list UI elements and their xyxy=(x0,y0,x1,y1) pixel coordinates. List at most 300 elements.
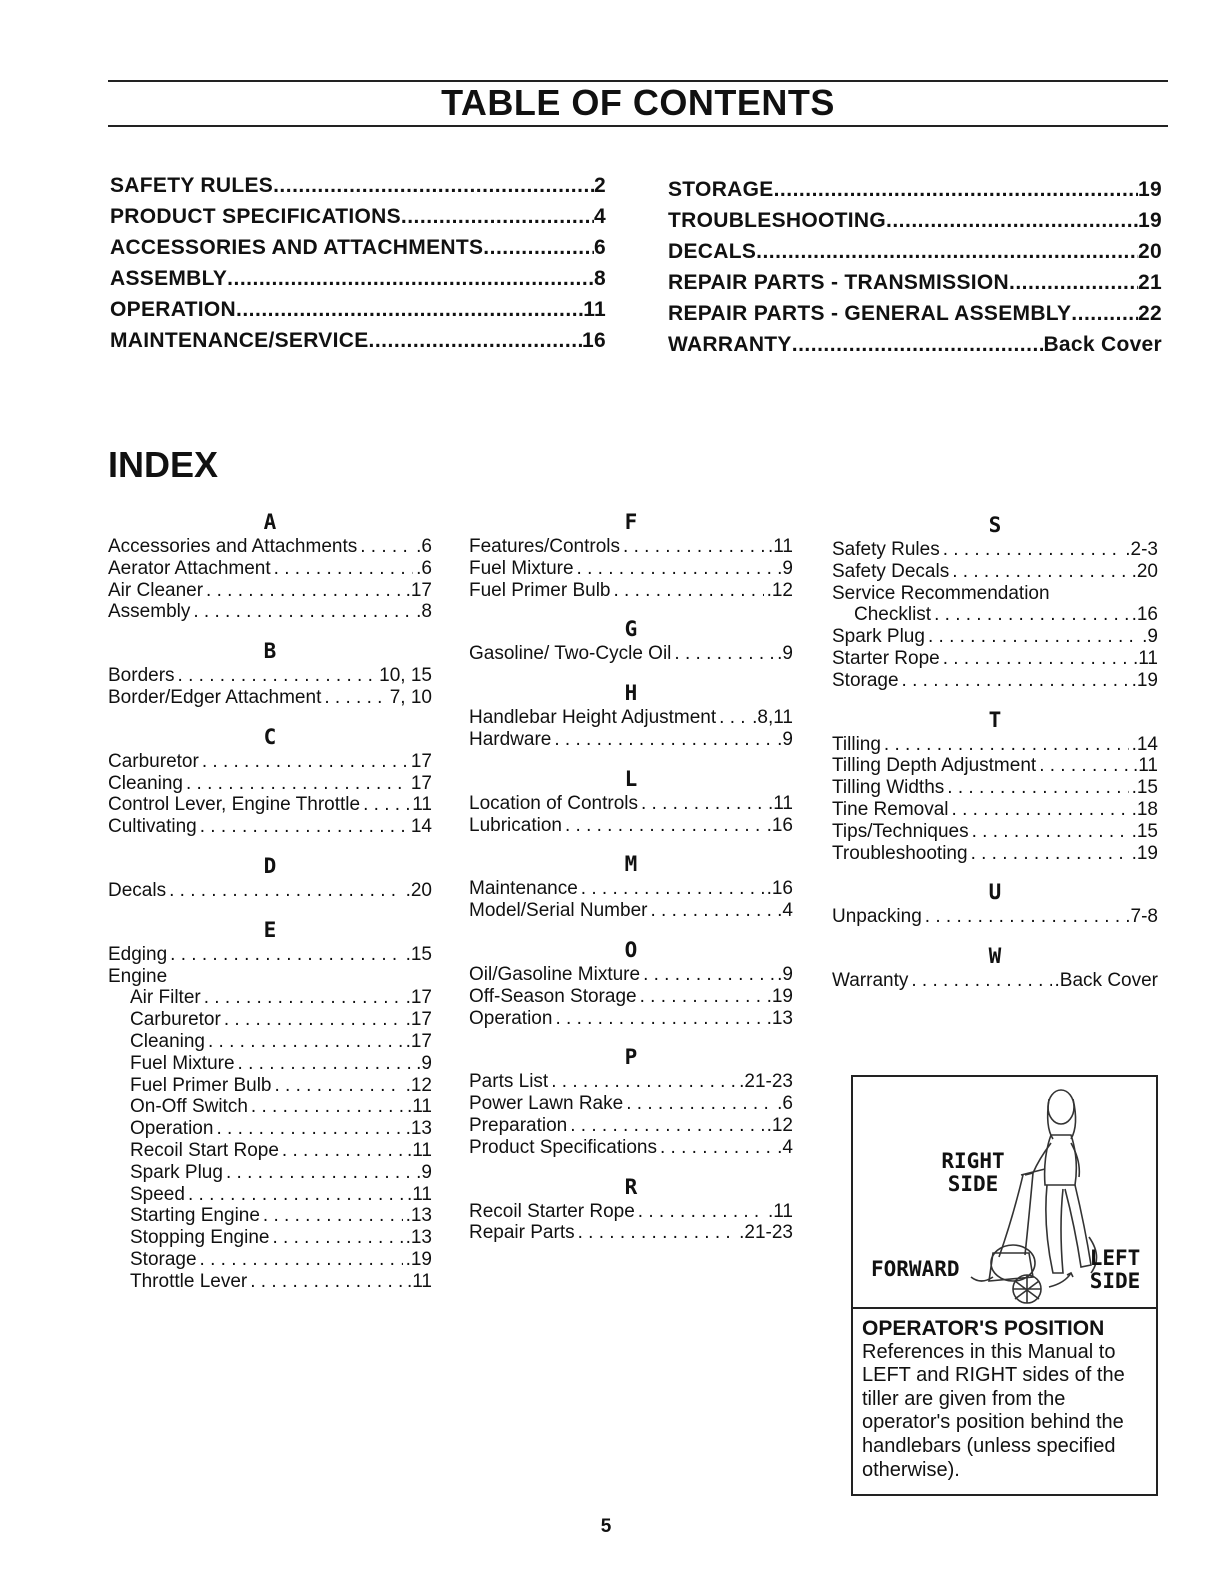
toc-entry-label: DECALS xyxy=(668,240,757,263)
index-letter-heading: C xyxy=(263,724,277,749)
index-entry xyxy=(108,880,432,902)
index-entry-page: .21-23 xyxy=(739,1222,793,1244)
right-label-line2: SIDE xyxy=(947,1172,999,1196)
index-entry-page: .8,11 xyxy=(752,707,793,729)
index-entry-label: Cultivating xyxy=(108,816,197,838)
toc-entry xyxy=(668,178,1162,209)
index-entry xyxy=(469,1093,793,1115)
index-leader-dots xyxy=(202,751,408,773)
index-entry-label: Borders xyxy=(108,665,175,687)
index-entry-page: .9 xyxy=(777,728,793,750)
index-entry-page: .6 xyxy=(416,536,432,557)
index-leader-dots xyxy=(972,821,1129,843)
index-letter-heading: G xyxy=(624,617,638,642)
index-entry-label: Unpacking xyxy=(832,906,922,928)
index-leader-dots xyxy=(884,734,1129,756)
index-leader-dots xyxy=(911,970,1051,992)
index-section xyxy=(469,679,793,751)
index-entry-label: Operation xyxy=(469,1007,553,1029)
index-entry-page: .20 xyxy=(1131,560,1158,582)
index-letter-heading: O xyxy=(624,937,638,962)
toc-leader-dots xyxy=(886,209,1138,233)
toc-entry-label: OPERATION xyxy=(110,298,236,321)
index-entry xyxy=(469,1115,793,1137)
toc-entry-page: 19 xyxy=(1138,209,1162,232)
index-leader-dots xyxy=(216,1118,402,1140)
toc-entry-label: REPAIR PARTS - GENERAL ASSEMBLY xyxy=(668,302,1072,325)
index-entry xyxy=(469,580,793,602)
index-entry-label: Engine xyxy=(108,965,168,987)
index-leader-dots xyxy=(250,1271,404,1293)
index-letter-heading: L xyxy=(624,766,638,791)
index-entry xyxy=(108,1031,432,1053)
index-entry-label: Starting Engine xyxy=(130,1205,260,1227)
index-column-3 xyxy=(832,511,1158,1006)
index-entry-page: .9 xyxy=(1142,626,1158,648)
index-entry xyxy=(108,944,432,966)
index-entry-label: Warranty xyxy=(832,970,909,992)
index-entry-label: Tilling xyxy=(832,733,881,755)
index-entry-page: .11 xyxy=(767,1200,793,1222)
toc-leader-dots xyxy=(756,240,1138,264)
index-letter-heading: D xyxy=(263,853,277,878)
index-entry-label: Fuel Primer Bulb xyxy=(130,1074,272,1096)
index-entry-label: Throttle Lever xyxy=(130,1270,248,1292)
index-leader-dots xyxy=(200,1249,403,1271)
index-entry xyxy=(469,729,793,751)
index-entry-label: Checklist xyxy=(854,604,932,626)
index-letter-heading: R xyxy=(624,1174,638,1199)
index-entry-label: Air Filter xyxy=(130,987,201,1009)
index-leader-dots xyxy=(224,1009,403,1031)
index-entry-label: Model/Serial Number xyxy=(469,900,648,922)
index-entry-label: Tilling Widths xyxy=(832,777,945,799)
index-entry-page: 17 xyxy=(410,772,432,794)
toc-entry-page: 6 xyxy=(594,236,606,259)
forward-label: FORWARD xyxy=(871,1257,960,1281)
index-section xyxy=(108,852,432,902)
index-entry-label: Decals xyxy=(108,879,167,901)
index-entry-label: Fuel Primer Bulb xyxy=(469,579,611,601)
left-label-line2: SIDE xyxy=(1089,1269,1141,1293)
index-section xyxy=(108,508,432,623)
index-entry xyxy=(832,626,1158,648)
index-entry-page: .11 xyxy=(406,1183,432,1205)
index-entry xyxy=(832,799,1158,821)
index-leader-dots xyxy=(578,1222,737,1244)
index-entry-page: .19 xyxy=(1131,842,1158,864)
index-entry-page: .11 xyxy=(406,1139,432,1161)
index-leader-dots xyxy=(186,773,408,795)
index-leader-dots xyxy=(204,987,403,1009)
index-leader-dots xyxy=(274,558,413,580)
index-entry-label: Starter Rope xyxy=(832,647,940,669)
index-entry xyxy=(108,580,432,602)
toc-entry-label: PRODUCT SPECIFICATIONS xyxy=(110,205,401,228)
index-letter-heading: P xyxy=(624,1045,638,1070)
index-entry-label: Recoil Start Rope xyxy=(130,1139,279,1161)
index-entry xyxy=(469,1071,793,1093)
index-leader-dots xyxy=(928,626,1139,648)
index-section xyxy=(832,878,1158,928)
index-entry xyxy=(832,734,1158,756)
index-entry-page: 7, 10 xyxy=(389,686,432,708)
index-entry-label: Carburetor xyxy=(130,1009,221,1031)
index-entry-page: .11 xyxy=(767,792,793,814)
index-entry xyxy=(832,561,1158,583)
index-entry-page: .9 xyxy=(416,1052,432,1074)
index-letter-heading: A xyxy=(263,510,277,534)
toc-entry xyxy=(110,205,606,236)
index-entry-page: .9 xyxy=(777,557,793,579)
left-side-label xyxy=(1085,1247,1145,1293)
index-entry-label: Location of Controls xyxy=(469,792,638,814)
index-leader-dots xyxy=(638,1201,765,1223)
index-column-1 xyxy=(108,508,432,1307)
index-entry xyxy=(108,1271,432,1293)
index-leader-dots xyxy=(238,1053,414,1075)
index-entry-label: Border/Edger Attachment xyxy=(108,686,322,708)
index-entry-page: .17 xyxy=(405,1009,432,1031)
toc-leader-dots xyxy=(792,333,1044,357)
index-entry-page: 10, 15 xyxy=(379,665,432,687)
index-entry-label: Carburetor xyxy=(108,750,199,772)
index-entry-page: .11 xyxy=(406,1270,432,1292)
toc-entry-page: 19 xyxy=(1138,178,1162,201)
toc-entry-label: ACCESSORIES AND ATTACHMENTS xyxy=(110,236,484,259)
index-entry-page: .15 xyxy=(1131,820,1158,842)
index-entry xyxy=(108,816,432,838)
index-letter-heading: S xyxy=(988,513,1002,537)
index-leader-dots xyxy=(263,1205,403,1227)
index-entry xyxy=(108,1075,432,1097)
toc-entry-page: 2 xyxy=(594,174,606,197)
index-entry xyxy=(469,558,793,580)
index-entry-page: 11 xyxy=(412,794,432,816)
index-entry-label: Product Specifications xyxy=(469,1136,657,1158)
toc-entry-page: 8 xyxy=(594,267,606,290)
index-leader-dots xyxy=(902,670,1129,692)
toc-leader-dots xyxy=(1009,271,1138,295)
index-entry xyxy=(108,536,432,558)
index-section xyxy=(832,511,1158,692)
index-section xyxy=(469,850,793,922)
index-leader-dots xyxy=(206,580,403,602)
index-entry-label: Edging xyxy=(108,943,168,965)
index-entry-label: Fuel Mixture xyxy=(130,1052,235,1074)
index-section xyxy=(469,1043,793,1158)
index-entry xyxy=(469,643,793,665)
index-entry-page: .19 xyxy=(1131,669,1158,691)
index-entry xyxy=(469,707,793,729)
index-column-2 xyxy=(469,508,793,1258)
index-leader-dots xyxy=(674,643,774,665)
index-entry xyxy=(108,773,432,795)
toc-leader-dots xyxy=(369,329,583,353)
index-entry-label: Gasoline/ Two-Cycle Oil xyxy=(469,643,672,665)
toc-entry-label: WARRANTY xyxy=(668,333,792,356)
index-entry xyxy=(469,1008,793,1030)
index-leader-dots xyxy=(324,687,386,709)
index-entry-label: Troubleshooting xyxy=(832,842,968,864)
index-section xyxy=(469,1173,793,1245)
index-letter-heading: W xyxy=(988,944,1002,969)
index-leader-dots xyxy=(952,561,1128,583)
index-entry-page: .9 xyxy=(777,643,793,665)
index-section xyxy=(108,916,432,1293)
toc-entry xyxy=(110,236,606,267)
index-entry-label: Spark Plug xyxy=(130,1161,223,1183)
index-entry-page: .14 xyxy=(1131,733,1158,755)
index-entry xyxy=(469,1222,793,1244)
index-leader-dots xyxy=(660,1137,774,1159)
index-entry-label: Off-Season Storage xyxy=(469,985,637,1007)
index-leader-dots xyxy=(551,1071,736,1093)
index-entry xyxy=(108,1205,432,1227)
index-leader-dots xyxy=(623,536,765,558)
index-leader-dots xyxy=(1039,755,1130,777)
index-leader-dots xyxy=(200,816,408,838)
index-entry-page: .6 xyxy=(777,1093,793,1115)
index-entry-page: .13 xyxy=(766,1007,793,1029)
index-section xyxy=(108,723,432,838)
index-entry-page: .15 xyxy=(405,943,432,965)
index-entry-page: .13 xyxy=(405,1205,432,1227)
index-entry xyxy=(469,536,793,558)
index-entry-page: .16 xyxy=(766,814,793,836)
index-entry-page: .7-8 xyxy=(1125,906,1158,928)
index-leader-dots xyxy=(251,1096,404,1118)
index-letter-heading: H xyxy=(624,681,638,706)
toc-entry xyxy=(110,329,606,360)
index-entry-label: Tips/Techniques xyxy=(832,820,969,842)
index-leader-dots xyxy=(650,900,774,922)
index-entry xyxy=(108,1249,432,1271)
toc-leader-dots xyxy=(401,205,594,229)
toc-entry xyxy=(668,333,1162,364)
index-section xyxy=(832,706,1158,865)
index-entry-label: Speed xyxy=(130,1183,185,1205)
index-entry-label: Hardware xyxy=(469,728,552,750)
index-letter-heading: E xyxy=(263,917,277,942)
operator-position-box xyxy=(851,1075,1158,1496)
index-entry-label: Spark Plug xyxy=(832,626,925,648)
index-letter-heading: B xyxy=(263,639,277,664)
index-entry-label: Service Recommendation xyxy=(832,582,1050,604)
index-entry-page: .11 xyxy=(1132,755,1158,777)
toc-left-column xyxy=(110,174,606,360)
toc-entry-page: 16 xyxy=(582,329,606,352)
index-leader-dots xyxy=(943,648,1130,670)
toc-entry xyxy=(668,209,1162,240)
index-entry-page: .8 xyxy=(416,601,432,623)
index-leader-dots xyxy=(226,1162,413,1184)
toc-leader-dots xyxy=(774,178,1138,202)
index-entry xyxy=(469,1137,793,1159)
index-entry-page: .6 xyxy=(416,557,432,579)
index-entry-page: .4 xyxy=(777,900,793,922)
index-entry-page: .12 xyxy=(405,1074,432,1096)
index-leader-dots xyxy=(934,604,1129,626)
left-label-line1: LEFT xyxy=(1089,1246,1141,1270)
index-entry xyxy=(108,1053,432,1075)
index-leader-dots xyxy=(947,777,1128,799)
toc-entry-page: 20 xyxy=(1138,240,1162,263)
index-entry xyxy=(832,539,1158,561)
toc-entry-page: Back Cover xyxy=(1043,333,1162,356)
index-entry-page: .19 xyxy=(766,985,793,1007)
index-entry-label: Cleaning xyxy=(108,772,183,794)
toc-entry xyxy=(668,240,1162,271)
toc-leader-dots xyxy=(227,267,594,291)
index-entry xyxy=(832,777,1158,799)
index-leader-dots xyxy=(719,707,749,729)
index-entry-label: Features/Controls xyxy=(469,536,621,557)
toc-entry xyxy=(110,267,606,298)
index-entry-label: Storage xyxy=(832,669,899,691)
index-leader-dots xyxy=(363,794,409,816)
index-entry-label: Tilling Depth Adjustment xyxy=(832,755,1037,777)
index-entry-label: Cleaning xyxy=(130,1030,205,1052)
index-leader-dots xyxy=(193,601,413,623)
index-entry-label: Assembly xyxy=(108,601,191,623)
operator-position-description: References in this Manual to LEFT and RIGHT sides of the tiller are given from the operator's position behind the handlebars (unless specified otherwise). xyxy=(862,1340,1125,1481)
toc-entry-page: 21 xyxy=(1138,271,1162,294)
index-entry-label: Recoil Starter Rope xyxy=(469,1200,635,1222)
index-leader-dots xyxy=(943,539,1123,561)
index-entry xyxy=(108,1227,432,1249)
index-entry xyxy=(108,601,432,623)
index-entry-label: Preparation xyxy=(469,1114,568,1136)
index-entry-page: .16 xyxy=(766,878,793,900)
index-leader-dots xyxy=(640,986,764,1008)
index-leader-dots xyxy=(282,1140,404,1162)
index-leader-dots xyxy=(275,1075,403,1097)
index-entry-page: .17 xyxy=(405,1030,432,1052)
index-entry xyxy=(832,843,1158,865)
index-entry-page: 17 xyxy=(410,750,432,772)
index-entry xyxy=(469,964,793,986)
toc-entry xyxy=(110,174,606,205)
index-entry-page: .13 xyxy=(405,1227,432,1249)
index-entry-page: .12 xyxy=(766,1114,793,1136)
index-leader-dots xyxy=(565,815,764,837)
index-entry-page: .17 xyxy=(405,987,432,1009)
index-entry-page: .16 xyxy=(1131,604,1158,626)
index-leader-dots xyxy=(555,1008,763,1030)
index-entry-page: .11 xyxy=(767,536,793,557)
index-leader-dots xyxy=(570,1115,763,1137)
index-leader-dots xyxy=(178,665,377,687)
index-entry xyxy=(108,558,432,580)
toc-entry-page: 11 xyxy=(583,298,606,321)
operator-position-text-block xyxy=(862,1317,1152,1482)
index-entry-label: Power Lawn Rake xyxy=(469,1093,624,1115)
toc-leader-dots xyxy=(236,298,583,322)
toc-leader-dots xyxy=(483,236,594,260)
index-entry-page: .Back Cover xyxy=(1054,970,1158,992)
index-entry-label: Tine Removal xyxy=(832,798,949,820)
index-section xyxy=(469,765,793,837)
index-section xyxy=(108,637,432,709)
index-section xyxy=(469,615,793,665)
index-leader-dots xyxy=(554,729,774,751)
index-entry xyxy=(832,906,1158,928)
index-entry-page: 14 xyxy=(410,816,432,838)
index-entry-label: Accessories and Attachments xyxy=(108,536,358,557)
index-entry xyxy=(108,1184,432,1206)
operator-position-heading: OPERATOR'S POSITION xyxy=(862,1317,1105,1340)
index-entry-label: Control Lever, Engine Throttle xyxy=(108,794,361,816)
index-entry xyxy=(108,966,432,988)
toc-entry-page: 4 xyxy=(594,205,606,228)
index-entry-page: .18 xyxy=(1131,798,1158,820)
index-leader-dots xyxy=(170,944,402,966)
toc-title: TABLE OF CONTENTS xyxy=(441,82,835,123)
index-letter-heading: T xyxy=(988,707,1002,732)
index-entry-page: .11 xyxy=(406,1096,432,1118)
index-section xyxy=(469,936,793,1029)
index-entry xyxy=(108,987,432,1009)
operator-figure xyxy=(853,1077,1156,1309)
index-entry-page: .2-3 xyxy=(1125,539,1158,560)
index-section xyxy=(469,508,793,601)
index-leader-dots xyxy=(360,536,413,558)
index-entry xyxy=(108,665,432,687)
index-entry-label: Lubrication xyxy=(469,814,562,836)
toc-entry-page: 22 xyxy=(1138,302,1162,325)
index-entry xyxy=(832,648,1158,670)
index-leader-dots xyxy=(971,843,1129,865)
index-entry xyxy=(108,794,432,816)
index-entry xyxy=(469,793,793,815)
index-entry-label: Stopping Engine xyxy=(130,1227,270,1249)
index-leader-dots xyxy=(614,580,764,602)
toc-entry-label: SAFETY RULES xyxy=(110,174,274,197)
index-leader-dots xyxy=(208,1031,403,1053)
index-entry-label: Air Cleaner xyxy=(108,579,204,601)
index-entry-label: Oil/Gasoline Mixture xyxy=(469,963,641,985)
index-entry xyxy=(469,900,793,922)
index-letter-heading: M xyxy=(624,852,638,877)
index-entry-page: .11 xyxy=(1132,647,1158,669)
toc-entry-label: TROUBLESHOOTING xyxy=(668,209,886,232)
index-leader-dots xyxy=(272,1227,402,1249)
index-leader-dots xyxy=(577,558,775,580)
toc-right-column xyxy=(668,178,1162,364)
index-entry xyxy=(832,821,1158,843)
index-letter-heading: U xyxy=(988,880,1002,905)
index-entry xyxy=(832,755,1158,777)
index-entry-label: Parts List xyxy=(469,1071,549,1093)
index-entry-label: Handlebar Height Adjustment xyxy=(469,707,717,729)
index-entry-page: .12 xyxy=(766,579,793,601)
index-entry-page: .21-23 xyxy=(739,1071,793,1093)
index-entry xyxy=(108,751,432,773)
index-entry xyxy=(469,878,793,900)
index-entry-page: .9 xyxy=(416,1161,432,1183)
index-entry-label: Aerator Attachment xyxy=(108,557,271,579)
index-entry xyxy=(108,1096,432,1118)
toc-entry-label: REPAIR PARTS - TRANSMISSION xyxy=(668,271,1010,294)
index-entry-label: Safety Rules xyxy=(832,539,940,560)
index-leader-dots xyxy=(643,964,774,986)
index-entry xyxy=(469,1201,793,1223)
index-leader-dots xyxy=(169,880,403,902)
index-leader-dots xyxy=(188,1184,404,1206)
index-leader-dots xyxy=(626,1093,774,1115)
index-entry-label: On-Off Switch xyxy=(130,1096,248,1118)
